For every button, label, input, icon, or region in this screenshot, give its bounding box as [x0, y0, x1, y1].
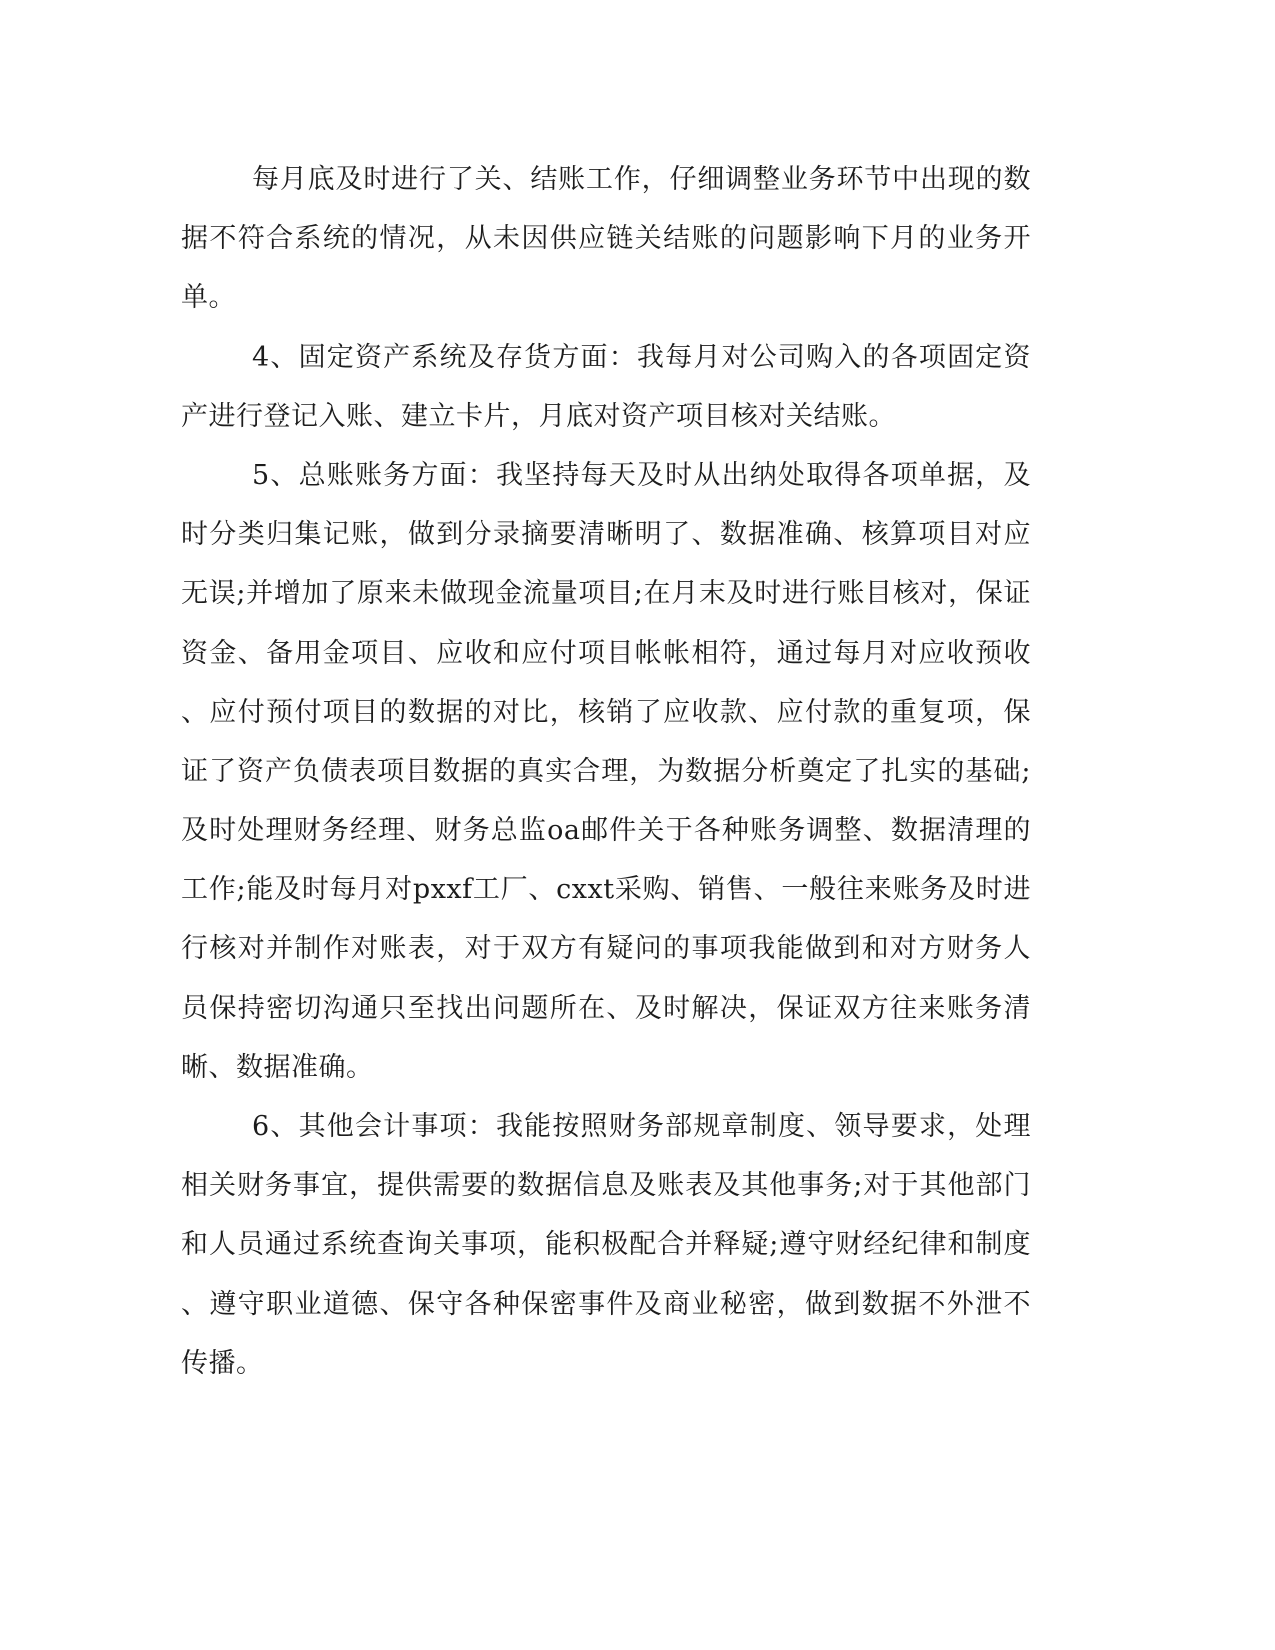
- text-line: 、遵守职业道德、保守各种保密事件及商业秘密，做到数据不外泄不: [181, 1288, 1031, 1320]
- text-line: 工作;能及时每月对pxxf工厂、cxxt采购、销售、一般往来账务及时进: [181, 874, 1031, 906]
- text-line: 单。: [181, 282, 236, 314]
- text-line: 行核对并制作对账表，对于双方有疑问的事项我能做到和对方财务人: [181, 933, 1031, 965]
- text-line: 资金、备用金项目、应收和应付项目帐帐相符，通过每月对应收预收: [181, 637, 1031, 669]
- text-line: 传播。: [181, 1347, 264, 1379]
- document-body: [181, 150, 1031, 1393]
- text-line: 晰、数据准确。: [181, 1051, 374, 1083]
- text-line: 及时处理财务经理、财务总监oa邮件关于各种账务调整、数据清理的: [181, 815, 1031, 847]
- text-line: 每月底及时进行了关、结账工作，仔细调整业务环节中出现的数: [252, 164, 1031, 195]
- text-line: 、应付预付项目的数据的对比，核销了应收款、应付款的重复项，保: [181, 696, 1031, 728]
- text-line: 时分类归集记账，做到分录摘要清晰明了、数据准确、核算项目对应: [181, 519, 1031, 551]
- text-line: 员保持密切沟通只至找出问题所在、及时解决，保证双方往来账务清: [181, 992, 1031, 1024]
- text-line: 证了资产负债表项目数据的真实合理，为数据分析奠定了扎实的基础;: [181, 755, 1031, 787]
- text-line: 5、总账账务方面：我坚持每天及时从出纳处取得各项单据，及: [252, 459, 1031, 491]
- text-line: 无误;并增加了原来未做现金流量项目;在月末及时进行账目核对，保证: [181, 578, 1031, 610]
- paragraph-other-accounting: [181, 1097, 1031, 1393]
- paragraph-general-ledger: [181, 446, 1031, 1097]
- text-line: 据不符合系统的情况，从未因供应链关结账的问题影响下月的业务开: [181, 223, 1031, 255]
- text-line: 产进行登记入账、建立卡片，月底对资产项目核对关结账。: [181, 400, 896, 432]
- text-line: 和人员通过系统查询关事项，能积极配合并释疑;遵守财经纪律和制度: [181, 1229, 1031, 1261]
- text-line: 相关财务事宜，提供需要的数据信息及账表及其他事务;对于其他部门: [181, 1170, 1031, 1202]
- paragraph-fixed-assets: [181, 328, 1031, 446]
- text-line: 4、固定资产系统及存货方面：我每月对公司购入的各项固定资: [252, 341, 1031, 373]
- text-line: 6、其他会计事项：我能按照财务部规章制度、领导要求，处理: [252, 1111, 1031, 1142]
- paragraph-month-end-closing: [181, 150, 1031, 328]
